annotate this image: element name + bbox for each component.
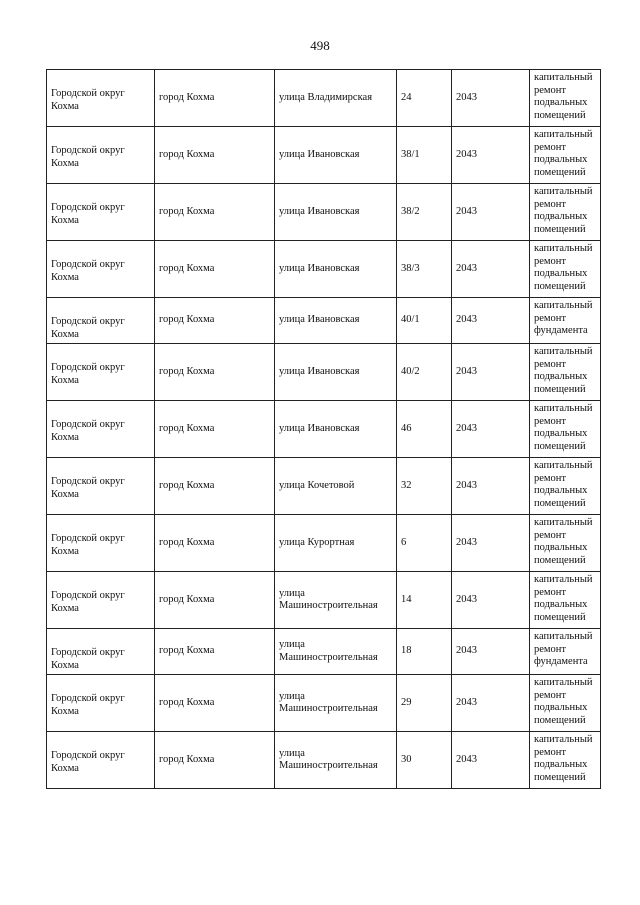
district-cell: Городской округ Кохма [47,344,155,401]
city-cell: город Кохма [155,572,275,629]
year-cell: 2043 [452,241,530,298]
city-cell: город Кохма [155,184,275,241]
street-cell: улица Ивановская [275,241,397,298]
table-row [47,458,601,515]
work-type-cell: капитальный ремонт подвальных помещений [530,70,601,127]
house-number-cell: 24 [397,70,452,127]
district-cell: Городской округ Кохма [47,298,155,344]
street-cell: улица Ивановская [275,401,397,458]
year-cell: 2043 [452,629,530,675]
table-row [47,241,601,298]
street-cell: улица Машиностроительная [275,629,397,675]
street-cell: улица Машиностроительная [275,675,397,732]
year-cell: 2043 [452,401,530,458]
work-type-cell: капитальный ремонт фундамента [530,298,601,344]
table-row [47,344,601,401]
city-cell: город Кохма [155,732,275,789]
street-cell: улица Ивановская [275,298,397,344]
work-type-cell: капитальный ремонт подвальных помещений [530,458,601,515]
year-cell: 2043 [452,675,530,732]
year-cell: 2043 [452,732,530,789]
house-number-cell: 40/2 [397,344,452,401]
street-cell: улица Ивановская [275,344,397,401]
table-row [47,127,601,184]
year-cell: 2043 [452,184,530,241]
street-cell: улица Владимирская [275,70,397,127]
house-number-cell: 14 [397,572,452,629]
house-number-cell: 30 [397,732,452,789]
city-cell: город Кохма [155,127,275,184]
district-cell: Городской округ Кохма [47,458,155,515]
district-cell: Городской округ Кохма [47,127,155,184]
street-cell: улица Машиностроительная [275,732,397,789]
page-number: 498 [310,38,330,53]
house-number-cell: 38/1 [397,127,452,184]
table-row [47,70,601,127]
work-type-cell: капитальный ремонт подвальных помещений [530,675,601,732]
street-cell: улица Ивановская [275,184,397,241]
street-cell: улица Курортная [275,515,397,572]
work-type-cell: капитальный ремонт подвальных помещений [530,127,601,184]
table-row [47,732,601,789]
district-cell: Городской округ Кохма [47,515,155,572]
house-number-cell: 38/3 [397,241,452,298]
city-cell: город Кохма [155,298,275,344]
year-cell: 2043 [452,458,530,515]
year-cell: 2043 [452,298,530,344]
year-cell: 2043 [452,344,530,401]
city-cell: город Кохма [155,70,275,127]
district-cell: Городской округ Кохма [47,70,155,127]
house-number-cell: 38/2 [397,184,452,241]
work-type-cell: капитальный ремонт подвальных помещений [530,401,601,458]
repair-schedule-table [46,69,601,789]
table-body [47,70,601,789]
city-cell: город Кохма [155,458,275,515]
district-cell: Городской округ Кохма [47,732,155,789]
work-type-cell: капитальный ремонт подвальных помещений [530,184,601,241]
district-cell: Городской округ Кохма [47,572,155,629]
table-row [47,298,601,344]
table-row [47,572,601,629]
year-cell: 2043 [452,572,530,629]
city-cell: город Кохма [155,241,275,298]
house-number-cell: 40/1 [397,298,452,344]
street-cell: улица Ивановская [275,127,397,184]
district-cell: Городской округ Кохма [47,401,155,458]
city-cell: город Кохма [155,675,275,732]
work-type-cell: капитальный ремонт подвальных помещений [530,572,601,629]
work-type-cell: капитальный ремонт подвальных помещений [530,732,601,789]
street-cell: улица Машиностроительная [275,572,397,629]
house-number-cell: 46 [397,401,452,458]
table-row [47,629,601,675]
city-cell: город Кохма [155,515,275,572]
house-number-cell: 32 [397,458,452,515]
district-cell: Городской округ Кохма [47,184,155,241]
year-cell: 2043 [452,70,530,127]
work-type-cell: капитальный ремонт фундамента [530,629,601,675]
house-number-cell: 18 [397,629,452,675]
house-number-cell: 6 [397,515,452,572]
year-cell: 2043 [452,515,530,572]
work-type-cell: капитальный ремонт подвальных помещений [530,344,601,401]
work-type-cell: капитальный ремонт подвальных помещений [530,241,601,298]
street-cell: улица Кочетовой [275,458,397,515]
table-row [47,401,601,458]
district-cell: Городской округ Кохма [47,629,155,675]
city-cell: город Кохма [155,629,275,675]
city-cell: город Кохма [155,401,275,458]
table-row [47,515,601,572]
house-number-cell: 29 [397,675,452,732]
table-row [47,675,601,732]
table-row [47,184,601,241]
district-cell: Городской округ Кохма [47,241,155,298]
year-cell: 2043 [452,127,530,184]
city-cell: город Кохма [155,344,275,401]
work-type-cell: капитальный ремонт подвальных помещений [530,515,601,572]
district-cell: Городской округ Кохма [47,675,155,732]
